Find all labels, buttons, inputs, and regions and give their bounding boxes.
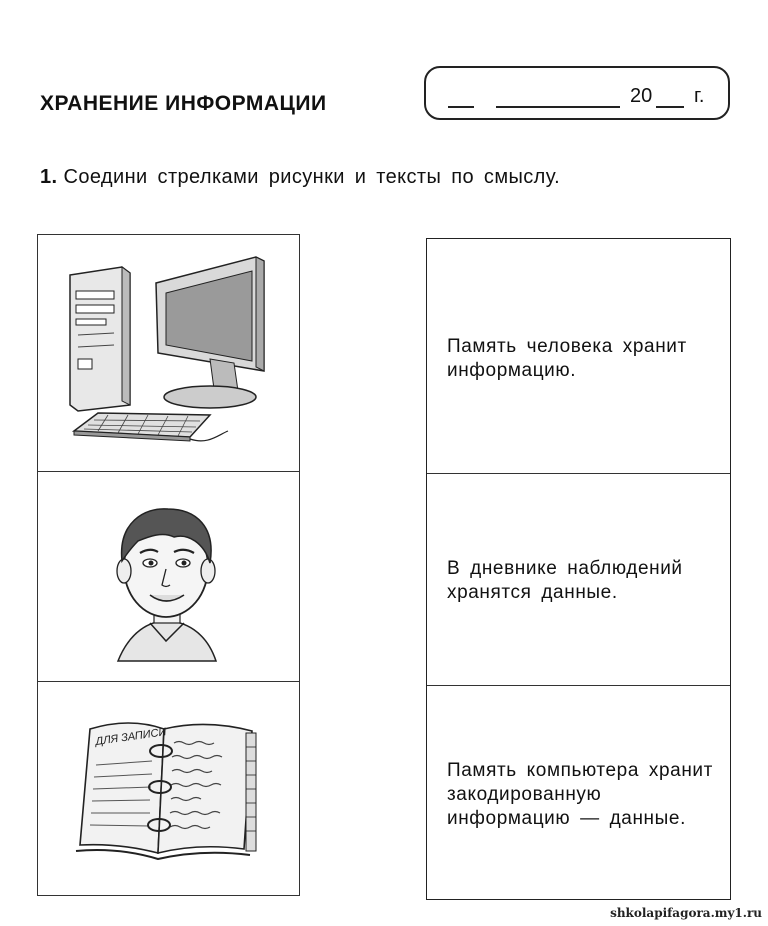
picture-notebook-cell[interactable] xyxy=(38,681,299,895)
task-number: 1. xyxy=(40,166,58,188)
notebook-icon xyxy=(38,681,301,895)
date-field xyxy=(424,66,730,120)
picture-computer-cell[interactable] xyxy=(38,235,299,471)
pictures-column xyxy=(37,234,300,896)
picture-boy-cell[interactable] xyxy=(38,471,299,681)
task-text: Соедини стрелками рисунки и тексты по смыслу. xyxy=(63,166,561,188)
text-cell-diary[interactable] xyxy=(427,473,730,685)
text-cell-computer-memory[interactable] xyxy=(427,685,730,899)
text-cell-human-memory[interactable] xyxy=(427,239,730,473)
boy-face-icon xyxy=(38,471,301,681)
date-year-prefix: 20 xyxy=(630,85,653,107)
task-instruction xyxy=(40,166,560,189)
computer-icon xyxy=(38,235,301,471)
date-year-suffix: г. xyxy=(694,85,705,107)
text-diary: В дневнике наблюдений хранятся данные. xyxy=(447,558,683,603)
text-computer-memory: Память компьютера хранит закодированную информацию — данные. xyxy=(447,760,713,829)
notebook-label: ДЛЯ ЗАПИСИ xyxy=(94,726,168,748)
watermark: shkolapifagora.my1.ru xyxy=(610,906,762,920)
date-year-blank[interactable] xyxy=(656,106,684,108)
page-title: ХРАНЕНИЕ ИНФОРМАЦИИ xyxy=(40,92,327,115)
date-month-blank[interactable] xyxy=(496,106,620,108)
text-human-memory: Память человека хранит информацию. xyxy=(447,336,687,381)
date-day-blank[interactable] xyxy=(448,106,474,108)
texts-column xyxy=(426,238,731,900)
